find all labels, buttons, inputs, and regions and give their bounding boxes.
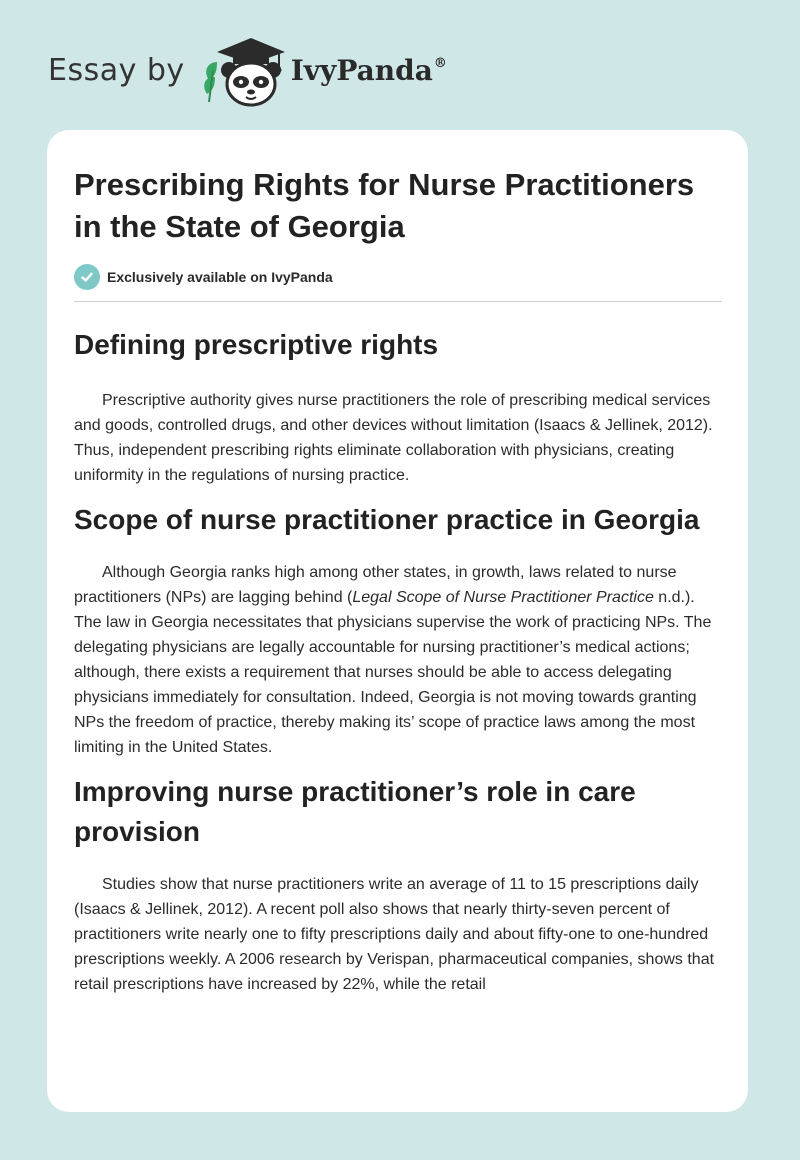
exclusive-badge (74, 264, 722, 290)
essay-by-label: Essay by (48, 52, 185, 88)
section-paragraph: Studies show that nurse practitioners write an average of 11 to 15 prescriptions daily (Isaacs & Jellinek, 2012). A recent poll also shows that nearly thirty-seven percent of practitioners write nearly one to fifty prescriptions daily and about fifty-one to one-hundred prescriptions weekly. A 2006 research by Verispan, pharmaceutical companies, shows that retail prescriptions have increased by 22%, while the retail (74, 876, 715, 993)
essay-content (74, 164, 722, 997)
site-header (48, 32, 447, 108)
essay-card (47, 130, 748, 1112)
section-paragraph: Prescriptive authority gives nurse practitioners the role of prescribing medical services and goods, controlled drugs, and other devices without limitation (Isaacs & Jellinek, 2012). Thus, independent prescribing rights eliminate collaboration with physicians, creating uniformity in the regulations of nursing practice. (74, 392, 713, 484)
divider (74, 301, 722, 302)
check-icon (74, 264, 100, 290)
page-title: Prescribing Rights for Nurse Practitioners in the State of Georgia (74, 167, 695, 244)
panda-graduate-icon[interactable] (199, 32, 287, 108)
exclusive-badge-label: Exclusively available on IvyPanda (107, 269, 333, 285)
citation-title: Legal Scope of Nurse Practitioner Practice (352, 589, 654, 606)
section-heading: Improving nurse practitioner’s role in care provision (74, 776, 636, 847)
section-paragraph: Although Georgia ranks high among other states, in growth, laws related to nurse practitioners (NPs) are lagging behind (Legal Scope of Nurse Practitioner Practice n.d.). The law in Georgia necessitates that physicians supervise the work of practicing NPs. The delegating physicians are legally accountable for nursing practitioner’s medical actions; although, there exists a requirement that nurses should be able to access delegating physicians immediately for consultation. Indeed, Georgia is not moving towards granting NPs the freedom of practice, thereby making its’ scope of practice laws among the most limiting in the United States. (74, 564, 712, 756)
trademark-symbol: ® (433, 55, 447, 71)
section-heading: Defining prescriptive rights (74, 329, 439, 360)
brand-name[interactable]: IvyPanda® (290, 53, 447, 87)
section-heading: Scope of nurse practitioner practice in Georgia (74, 504, 700, 535)
